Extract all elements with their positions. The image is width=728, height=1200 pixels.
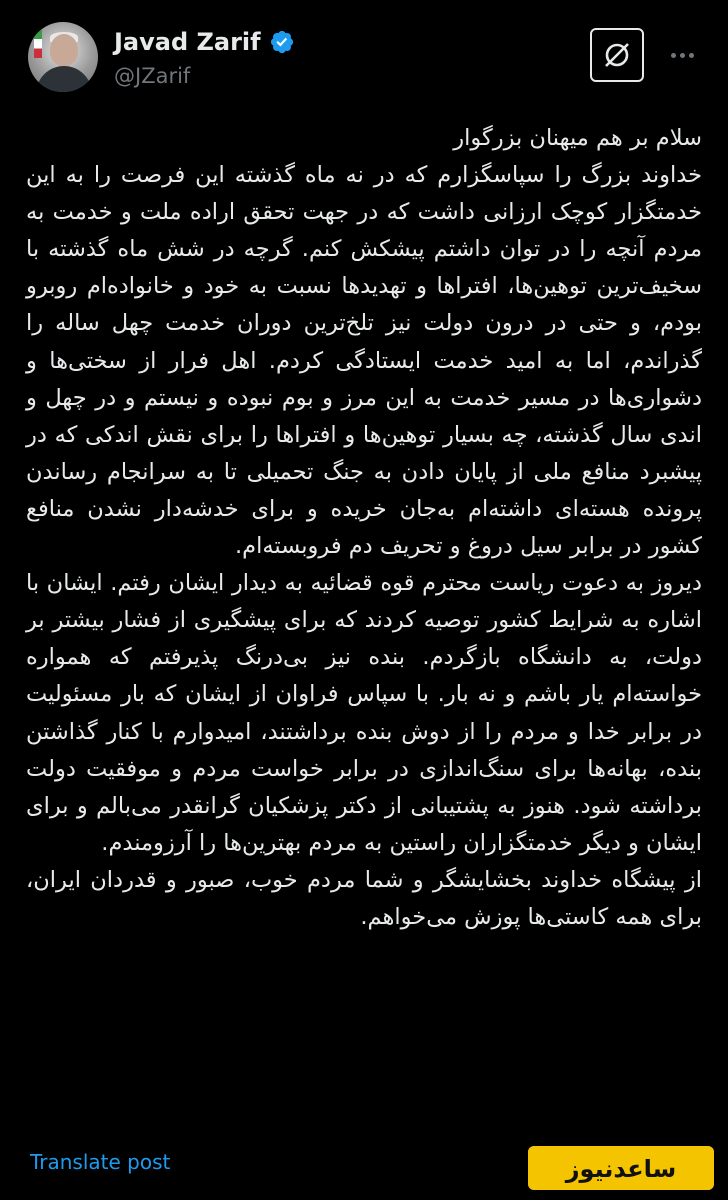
avatar[interactable] <box>28 22 98 92</box>
post-header <box>28 22 708 98</box>
dot <box>671 53 676 58</box>
verified-badge-icon[interactable] <box>269 29 295 55</box>
display-name[interactable]: Javad Zarif <box>114 28 261 56</box>
watermark-logo <box>528 1146 714 1190</box>
dot <box>689 53 694 58</box>
post-text: سلام بر هم میهنان بزرگوار خداوند بزرگ را سپاسگزارم که در نه ماه گذشته این فرصت را به این خدمتگزار کوچک ارزانی داشت که در جهت تحقق اراده ملت و خدمت به مردم آنچه را در توان داشتم پیشکش کنم. گرچه در شش ماه گذشته با سخیف‌ترین توهین‌ها، افتراها و تهدیدها نسبت به خود و خانواده‌ام روبرو بودم، و حتی در درون دولت نیز تلخ‌ترین دوران خدمت چهل ساله را گذراندم، اما به امید خدمت ایستادگی کردم. اهل فرار از سختی‌ها و دشواری‌ها در مسیر خدمت به این مرز و بوم نبوده و نیستم و در چهل و اندی سال گذشته، چه بسیار توهین‌ها و افتراها را برای نقش اندکی که در پیشبرد منافع ملی از پایان دادن به جنگ تحمیلی تا به سرانجام رساندن پرونده هسته‌ای داشته‌ام به‌جان خریده و برای خدشه‌دار نشدن منافع کشور در برابر سیل دروغ و تحریف دم فروبسته‌ام. دیروز به دعوت ریاست محترم قوه قضائیه به دیدار ایشان رفتم. ایشان با اشاره به شرایط کشور توصیه کردند که برای پیشگیری از فشار بیشتر بر دولت، به دانشگاه بازگردم. بنده نیز بی‌درنگ پذیرفتم که همواره خواسته‌ام یار باشم و نه بار. با سپاس فراوان از ایشان که بار مسئولیت در برابر خدا و مردم را از دوش بنده برداشتند، امیدوارم با کنار گذاشتن بنده، بهانه‌ها برای سنگ‌اندازی در برابر خواست مردم و موفقیت دولت برداشته شود. هنوز به پشتیبانی از دکتر پزشکیان گرانقدر می‌بالم و برای ایشان و دیگر خدمتگزاران راستین به مردم بهترین‌ها را آرزومندم. از پیشگاه خداوند بخشایشگر و شما مردم خوب، صبور و قدردان ایران، برای همه کاستی‌ها پوزش می‌خواهم. <box>26 125 703 930</box>
name-row <box>114 28 295 56</box>
user-handle[interactable]: @JZarif <box>114 64 191 88</box>
avatar-head <box>50 34 78 66</box>
grok-button[interactable] <box>590 28 644 82</box>
svg-text:ساعدنیوز: ساعدنیوز <box>565 1155 677 1183</box>
grok-icon <box>601 39 633 71</box>
flag-image <box>34 30 42 58</box>
translate-post-link[interactable]: Translate post <box>30 1150 171 1174</box>
dot <box>680 53 685 58</box>
avatar-body <box>36 66 92 92</box>
more-options-icon[interactable] <box>664 40 700 70</box>
